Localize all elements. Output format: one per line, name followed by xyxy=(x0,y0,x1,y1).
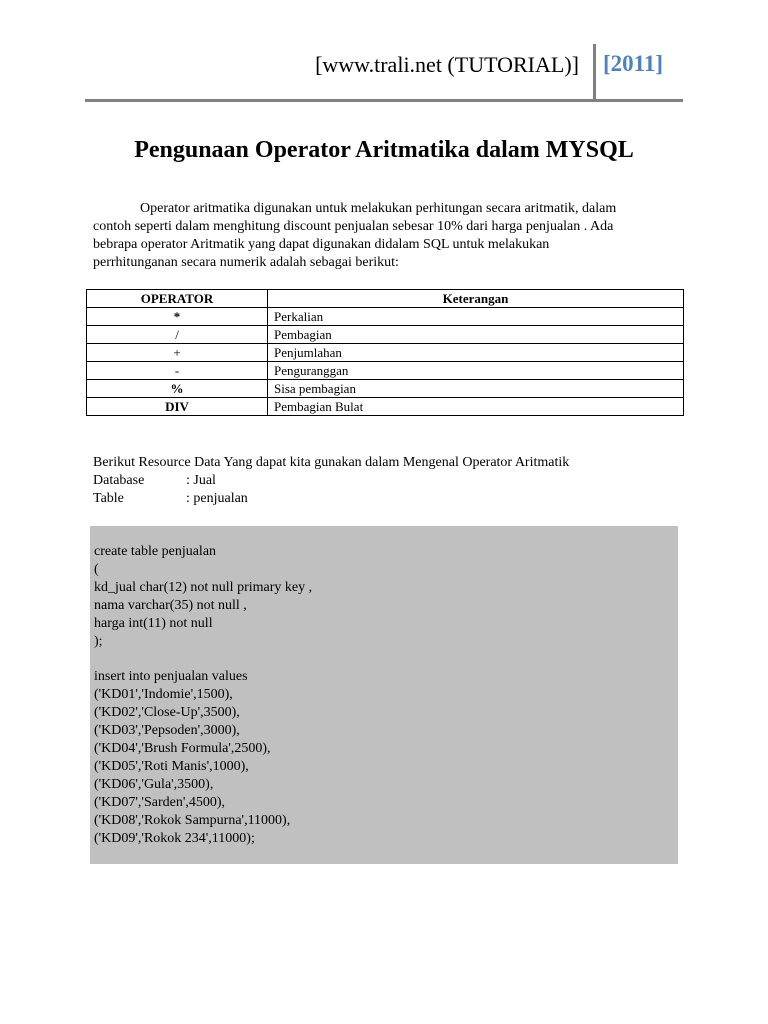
intro-line: bebrapa operator Aritmatik yang dapat digunakan didalam SQL untuk melakukan xyxy=(93,237,550,252)
operator-cell: - xyxy=(87,362,268,380)
code-line: ('KD04','Brush Formula',2500), xyxy=(94,741,271,756)
operator-cell: * xyxy=(87,308,268,326)
intro-paragraph xyxy=(93,200,683,272)
code-line: kd_jual char(12) not null primary key , xyxy=(94,580,313,595)
operator-column-header: OPERATOR xyxy=(87,290,268,308)
operator-cell: % xyxy=(87,380,268,398)
operator-cell: + xyxy=(87,344,268,362)
table-label: Table xyxy=(93,491,124,506)
keterangan-column-header: Keterangan xyxy=(268,290,684,308)
code-line: ('KD07','Sarden',4500), xyxy=(94,795,226,810)
header-year-text: [2011] xyxy=(603,51,664,76)
table-header-row xyxy=(87,290,684,308)
resource-intro: Berikut Resource Data Yang dapat kita gunakan dalam Mengenal Operator Aritmatik xyxy=(93,455,570,470)
description-cell: Sisa pembagian xyxy=(268,380,684,398)
header-rule xyxy=(85,99,683,102)
database-label: Database xyxy=(93,473,145,488)
header-site-text: [www.trali.net (TUTORIAL)] xyxy=(315,52,579,77)
code-line: ('KD05','Roti Manis',1000), xyxy=(94,759,249,774)
intro-line: contoh seperti dalam menghitung discount penjualan sebesar 10% dari harga penjualan . Ada xyxy=(93,219,614,234)
intro-line: Operator aritmatika digunakan untuk melakukan perhitungan secara aritmatik, dalam xyxy=(140,201,617,216)
operator-cell: DIV xyxy=(87,398,268,416)
code-line: ('KD08','Rokok Sampurna',11000), xyxy=(94,813,291,828)
table-row xyxy=(87,398,684,416)
database-row xyxy=(93,472,569,490)
sql-code-block xyxy=(90,526,678,864)
header-divider xyxy=(593,44,596,101)
code-line: harga int(11) not null xyxy=(94,616,213,631)
code-line: insert into penjualan values xyxy=(94,669,248,684)
table-row xyxy=(87,380,684,398)
table-name-row xyxy=(93,490,569,508)
table-row xyxy=(87,308,684,326)
description-cell: Pembagian Bulat xyxy=(268,398,684,416)
code-line: ('KD06','Gula',3500), xyxy=(94,777,214,792)
page-title: Pengunaan Operator Aritmatika dalam MYSQL xyxy=(134,137,634,163)
code-line: ('KD02','Close-Up',3500), xyxy=(94,705,240,720)
table-value: : penjualan xyxy=(186,491,248,506)
code-line: nama varchar(35) not null , xyxy=(94,598,247,613)
operator-cell: / xyxy=(87,326,268,344)
table-row xyxy=(87,362,684,380)
code-spacer xyxy=(94,651,312,668)
code-line: ('KD09','Rokok 234',11000); xyxy=(94,831,255,846)
page-header xyxy=(85,44,683,100)
sql-code-text xyxy=(94,543,312,848)
description-cell: Penjumlahan xyxy=(268,344,684,362)
code-line: ('KD03','Pepsoden',3000), xyxy=(94,723,240,738)
database-value: : Jual xyxy=(186,473,216,488)
description-cell: Penguranggan xyxy=(268,362,684,380)
description-cell: Perkalian xyxy=(268,308,684,326)
operator-table xyxy=(86,289,684,416)
intro-line: perrhitunganan secara numerik adalah sebagai berikut: xyxy=(93,255,399,270)
table-row xyxy=(87,344,684,362)
code-line: ('KD01','Indomie',1500), xyxy=(94,687,233,702)
code-line: ); xyxy=(94,634,103,649)
description-cell: Pembagian xyxy=(268,326,684,344)
code-line: create table penjualan xyxy=(94,544,217,559)
table-row xyxy=(87,326,684,344)
code-line: ( xyxy=(94,562,99,577)
resource-info xyxy=(93,454,569,508)
